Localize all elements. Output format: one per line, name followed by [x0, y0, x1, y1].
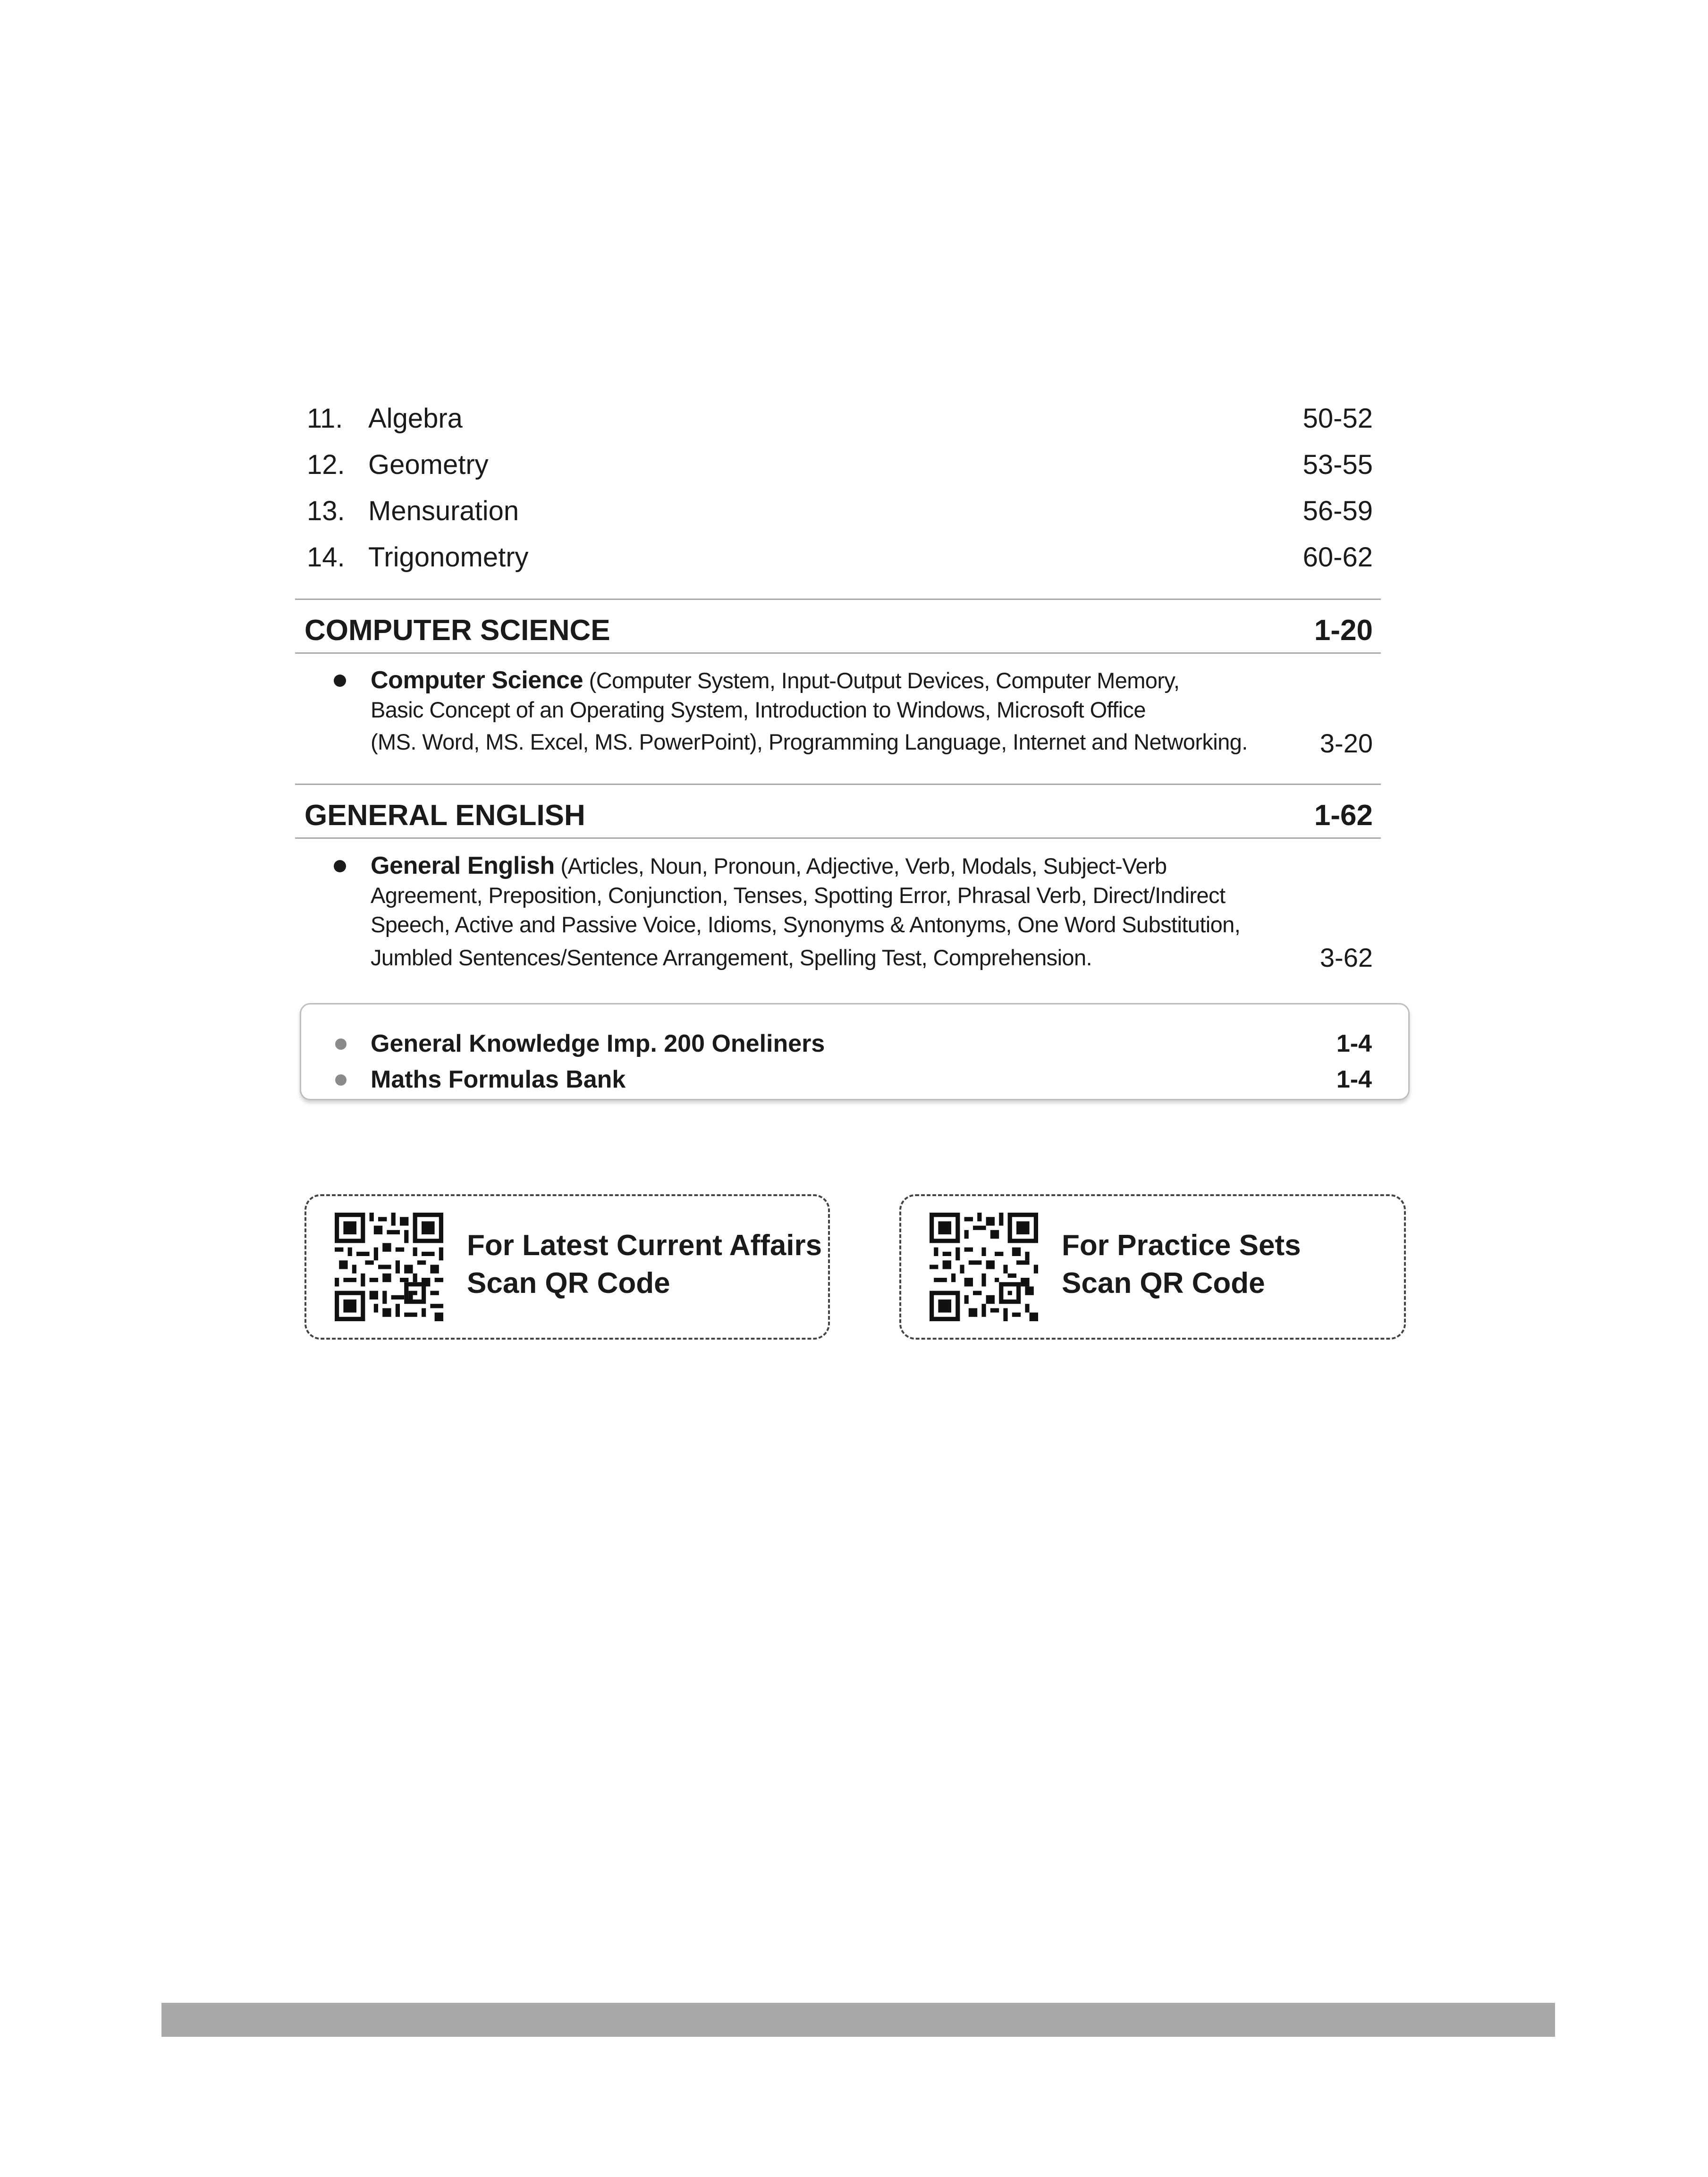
qr-caption [467, 1227, 822, 1302]
section-pages: 1-62 [1314, 799, 1373, 832]
qr-caption [1062, 1227, 1301, 1302]
divider [295, 784, 1381, 785]
bullet-icon [335, 1074, 347, 1086]
qr-card-current-affairs[interactable] [304, 1194, 830, 1340]
chapter-number: 11. [307, 403, 343, 434]
chapter-number: 14. [307, 542, 345, 573]
divider [295, 837, 1381, 839]
footer-bar [161, 2003, 1555, 2037]
qr-caption-line: For Practice Sets [1062, 1229, 1301, 1262]
extra-pages: 1-4 [1336, 1066, 1372, 1093]
bullet-icon [335, 1038, 347, 1050]
description-line: Agreement, Preposition, Conjunction, Tenses, Spotting Error, Phrasal Verb, Direct/Indirect [371, 883, 1226, 908]
section-description [371, 851, 1286, 972]
section-title: COMPUTER SCIENCE [304, 614, 610, 647]
qr-code-icon[interactable] [930, 1213, 1038, 1321]
chapter-title: Mensuration [368, 496, 519, 526]
divider [295, 599, 1381, 600]
section-title: GENERAL ENGLISH [304, 799, 585, 832]
item-lead: General English [371, 852, 555, 879]
section-description [371, 666, 1286, 757]
extra-title: Maths Formulas Bank [371, 1066, 626, 1093]
item-pages: 3-20 [1319, 728, 1373, 758]
chapter-pages: 60-62 [1302, 542, 1373, 573]
description-line: (Computer System, Input-Output Devices, Computer Memory, [589, 668, 1180, 693]
qr-caption-line: Scan QR Code [1062, 1267, 1265, 1299]
divider [295, 652, 1381, 654]
section-pages: 1-20 [1314, 614, 1373, 647]
chapter-pages: 50-52 [1302, 403, 1373, 434]
item-lead: Computer Science [371, 667, 583, 694]
chapter-pages: 53-55 [1302, 449, 1373, 480]
chapter-number: 12. [307, 449, 345, 480]
qr-code-icon[interactable] [335, 1213, 443, 1321]
bullet-icon [334, 860, 346, 872]
extra-title: General Knowledge Imp. 200 Oneliners [371, 1030, 825, 1057]
item-pages: 3-62 [1319, 943, 1373, 972]
chapter-number: 13. [307, 496, 345, 526]
chapter-pages: 56-59 [1302, 496, 1373, 526]
description-line: Basic Concept of an Operating System, Introduction to Windows, Microsoft Office [371, 697, 1146, 722]
chapter-title: Algebra [368, 403, 463, 434]
extra-pages: 1-4 [1336, 1030, 1372, 1057]
chapter-title: Trigonometry [368, 542, 529, 573]
description-line: Speech, Active and Passive Voice, Idioms, Synonyms & Antonyms, One Word Substitution, [371, 912, 1241, 937]
qr-caption-line: For Latest Current Affairs [467, 1229, 822, 1262]
qr-card-practice-sets[interactable] [899, 1194, 1406, 1340]
description-line: Jumbled Sentences/Sentence Arrangement, Spelling Test, Comprehension. [371, 945, 1092, 970]
bullet-icon [334, 675, 346, 687]
chapter-title: Geometry [368, 449, 489, 480]
description-line: (MS. Word, MS. Excel, MS. PowerPoint), Programming Language, Internet and Networking. [371, 729, 1248, 754]
description-line: (Articles, Noun, Pronoun, Adjective, Verb, Modals, Subject-Verb [560, 853, 1167, 878]
qr-caption-line: Scan QR Code [467, 1267, 670, 1299]
